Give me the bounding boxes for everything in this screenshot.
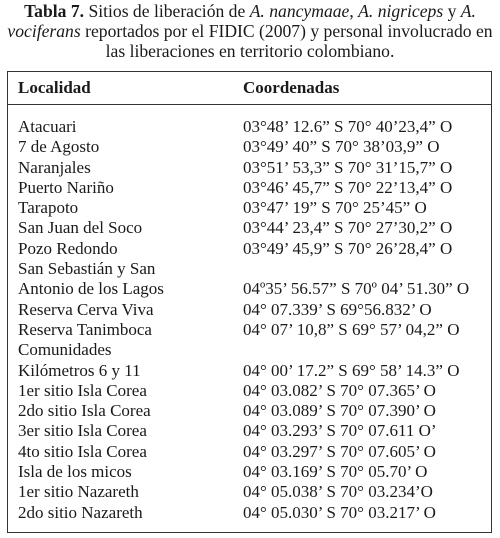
table-row [8, 381, 491, 401]
table-row [8, 218, 491, 238]
cell-coordenadas: 04° 07’ 10,8” S 69° 57’ 04,2” O [243, 319, 460, 339]
cell-coordenadas: 03°46’ 45,7” S 70° 22’13,4” O [243, 177, 453, 197]
cell-localidad: Comunidades [18, 340, 112, 360]
species-name-3: A. vociferans [7, 1, 476, 41]
cell-localidad: 1er sitio Isla Corea [18, 380, 147, 400]
cell-coordenadas: 04° 03.089’ S 70° 07.390’ O [243, 401, 436, 421]
cell-localidad: Isla de los micos [18, 462, 132, 482]
table-row [8, 462, 491, 482]
cell-localidad: 4to sitio Isla Corea [18, 441, 147, 461]
cell-localidad: 3er sitio Isla Corea [18, 421, 147, 441]
cell-localidad: Tarapoto [18, 198, 79, 218]
cell-coordenadas: 04° 03.169’ S 70° 05.70’ O [243, 462, 428, 482]
cell-localidad: Naranjales [18, 157, 91, 177]
table-row [8, 259, 491, 279]
caption-text-1: Sitios de liberación de [84, 1, 250, 21]
caption-text-2: , [349, 1, 359, 21]
release-sites-table [7, 71, 492, 533]
table-row [8, 178, 491, 198]
table-row [8, 482, 491, 502]
table-row [8, 401, 491, 421]
table-row [8, 361, 491, 381]
cell-localidad: Kilómetros 6 y 11 [18, 360, 141, 380]
table-row [8, 137, 491, 157]
table-row [8, 300, 491, 320]
cell-localidad: 2do sitio Isla Corea [18, 401, 151, 421]
table-row [8, 503, 491, 523]
cell-coordenadas: 03°49’ 45,9” S 70° 26’28,4” O [243, 238, 453, 258]
cell-coordenadas: 04° 03.293’ S 70° 07.611 O’ [243, 421, 437, 441]
header-localidad: Localidad [18, 78, 91, 97]
table-row [8, 279, 491, 299]
cell-coordenadas: 03°49’ 40” S 70° 38’03,9” O [243, 137, 440, 157]
cell-localidad: Reserva Tanimboca [18, 319, 152, 339]
cell-localidad: San Juan del Soco [18, 218, 143, 238]
table-caption [6, 1, 494, 61]
table-row [8, 442, 491, 462]
cell-localidad: Pozo Redondo [18, 238, 118, 258]
cell-localidad: Reserva Cerva Viva [18, 299, 154, 319]
table-row [8, 117, 491, 137]
table-body [8, 117, 491, 523]
caption-text-3: y [443, 1, 461, 21]
cell-localidad: 1er sitio Nazareth [18, 482, 139, 502]
cell-coordenadas: 03°47’ 19” S 70° 25’45” O [243, 198, 427, 218]
cell-coordenadas: 04° 07.339’ S 69°56.832’ O [243, 299, 432, 319]
cell-coordenadas: 04º35’ 56.57” S 70º 04’ 51.30” O [243, 279, 470, 299]
cell-localidad: 7 de Agosto [18, 137, 100, 157]
table-row [8, 421, 491, 441]
cell-localidad: 2do sitio Nazareth [18, 502, 143, 522]
table-row [8, 320, 491, 340]
table-row [8, 340, 491, 360]
cell-coordenadas: 03°48’ 12.6” S 70° 40’23,4” O [243, 117, 453, 136]
header-coordenadas: Coordenadas [243, 78, 340, 97]
cell-localidad: Antonio de los Lagos [18, 279, 164, 299]
table-number: Tabla 7. [24, 1, 85, 21]
caption-text-4: reportados por el FIDIC (2007) y personal involucrado en las liberaciones en territorio colombiano. [80, 21, 493, 61]
cell-coordenadas: 04° 03.082’ S 70° 07.365’ O [243, 380, 436, 400]
cell-coordenadas: 04° 05.030’ S 70° 03.217’ O [243, 502, 436, 522]
species-name-2: A. nigriceps [358, 1, 444, 21]
table-row [8, 158, 491, 178]
cell-coordenadas: 04° 00’ 17.2” S 69° 58’ 14.3” O [243, 360, 460, 380]
species-name-1: A. nancymaae [249, 1, 350, 21]
cell-localidad: Atacuari [18, 117, 77, 136]
table-row [8, 198, 491, 218]
cell-coordenadas: 03°44’ 23,4” S 70° 27’30,2” O [243, 218, 453, 238]
cell-localidad: Puerto Nariño [18, 177, 114, 197]
table-row [8, 239, 491, 259]
cell-coordenadas: 04° 05.038’ S 70° 03.234’O [243, 482, 433, 502]
cell-localidad: San Sebastián y San [18, 259, 156, 279]
table-header [8, 72, 491, 105]
cell-coordenadas: 04° 03.297’ S 70° 07.605’ O [243, 441, 436, 461]
cell-coordenadas: 03°51’ 53,3” S 70° 31’15,7” O [243, 157, 453, 177]
